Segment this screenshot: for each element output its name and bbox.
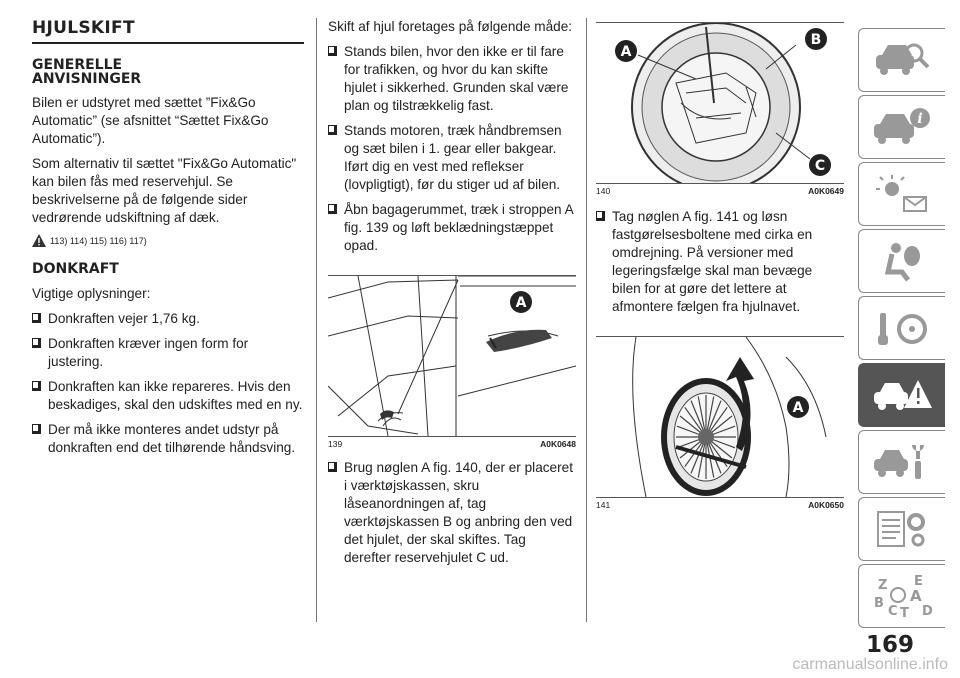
column-3 [596,18,844,510]
page-title: HJULSKIFT [32,18,304,44]
figure-code: A0K0648 [540,439,576,449]
column-divider [586,18,587,622]
figure-code: A0K0650 [808,500,844,510]
svg-text:B: B [874,596,884,611]
column-1 [32,18,304,464]
figure-140 [596,22,844,196]
svg-text:Z: Z [878,578,888,593]
spare-wheel-illustration [596,23,844,183]
list-item: Donkraften kan ikke repareres. Hvis den beskadiges, skal den udskiftes med en ny. [32,378,304,414]
tab-breakdown[interactable] [858,363,945,427]
list-item: Tag nøglen A fig. 141 og løsn fastgørelsesboltene med cirka en omdrejning. På versioner med legeringsfælge skal man bevæge bilen for at gøre det lettere at afmontere fælgen fra hjulnavet. [596,208,844,316]
checkbox-bullet-icon [32,424,41,434]
wheel-bolts-illustration [596,337,844,497]
key-steering-icon [870,305,934,351]
svg-text:C: C [888,604,898,619]
tab-index[interactable] [858,564,945,628]
warning-references: 113) 114) 115) 116) 117) [32,234,304,247]
paragraph: Bilen er udstyret med sættet ”Fix&Go Automatic” (se afsnittet “Sættet Fix&Go Automatic”). [32,95,269,146]
tab-tech-data[interactable] [858,497,945,561]
figure-139 [328,275,576,449]
page-number: 169 [866,632,915,658]
index-icon [870,573,934,619]
tab-car-service[interactable] [858,430,945,494]
checkbox-bullet-icon [596,211,605,221]
list-item: Brug nøglen A fig. 140, der er placeret i værktøjskassen, skru låseanordningen af, tag værktøjskassen B og anbring den ved det hjulet, der skal skiftes. Tag derefter reservehjulet C ud. [328,459,576,567]
tab-car-search[interactable] [858,28,945,92]
trunk-strap-illustration [328,276,576,436]
section-heading-general: GENERELLE ANVISNINGER [32,57,142,87]
checkbox-bullet-icon [328,204,337,214]
watermark: carmanualsonline.info [792,656,948,673]
breakdown-icon [870,372,934,418]
column-2 [328,18,576,574]
checkbox-bullet-icon [32,338,41,348]
list-item: Donkraften vejer 1,76 kg. [32,310,304,328]
tech-data-icon [870,506,934,552]
warning-triangle-icon [32,234,46,247]
chapter-sidebar [858,28,944,631]
paragraph: Vigtige oplysninger: [32,286,151,301]
figure-caption [328,436,576,449]
section-heading-jack: DONKRAFT [32,261,119,277]
callout-label: A [620,44,632,60]
list-item: Der må ikke monteres andet udstyr på donkraften end det tilhørende håndsving. [32,421,304,457]
callout-label: C [814,158,826,174]
tab-car-info[interactable] [858,95,945,159]
car-search-icon [870,37,934,83]
svg-text:i: i [917,111,923,127]
svg-text:E: E [914,574,923,589]
svg-text:D: D [922,604,933,619]
figure-code: A0K0649 [808,186,844,196]
figure-141 [596,336,844,510]
paragraph: Skift af hjul foretages på følgende måde: [328,19,573,34]
figure-number: 141 [596,500,611,510]
warning-lights-icon [870,171,934,217]
figure-number: 140 [596,186,611,196]
list-item: Stands motoren, træk håndbremsen og sæt bilen i 1. gear eller bakgear. Iført dig en vest med reflekser (lovpligtigt), før du stiger ud af bilen. [328,122,576,194]
car-service-icon [870,439,934,485]
airbag-seat-icon [870,238,934,284]
callout-label: B [810,32,822,48]
checkbox-bullet-icon [32,313,41,323]
car-info-icon [870,104,934,150]
figure-number: 139 [328,439,343,449]
svg-text:T: T [900,606,909,619]
column-divider [316,18,317,622]
list-item: Åbn bagagerummet, træk i stroppen A fig. 139 og løft beklædningstæppet opad. [328,201,576,255]
tab-airbag-seat[interactable] [858,229,945,293]
figure-caption [596,183,844,196]
figure-caption [596,497,844,510]
callout-label: A [792,400,804,416]
tab-warning-lights[interactable] [858,162,945,226]
svg-text:A: A [910,587,922,605]
checkbox-bullet-icon [32,381,41,391]
checkbox-bullet-icon [328,462,337,472]
checkbox-bullet-icon [328,125,337,135]
tab-key-steering[interactable] [858,296,945,360]
list-item: Donkraften kræver ingen form for justering. [32,335,304,371]
paragraph: Som alternativ til sættet "Fix&Go Automatic" kan bilen fås med reservehjul. Se beskrivelserne på de følgende sider vedrørende udskiftning af dæk. [32,156,297,225]
callout-label: A [515,295,527,311]
checkbox-bullet-icon [328,46,337,56]
list-item: Stands bilen, hvor den ikke er til fare for trafikken, og hvor du kan skifte hjulet i sikkerhed. Grunden skal være plan og tilstrækkelig fast. [328,43,576,115]
